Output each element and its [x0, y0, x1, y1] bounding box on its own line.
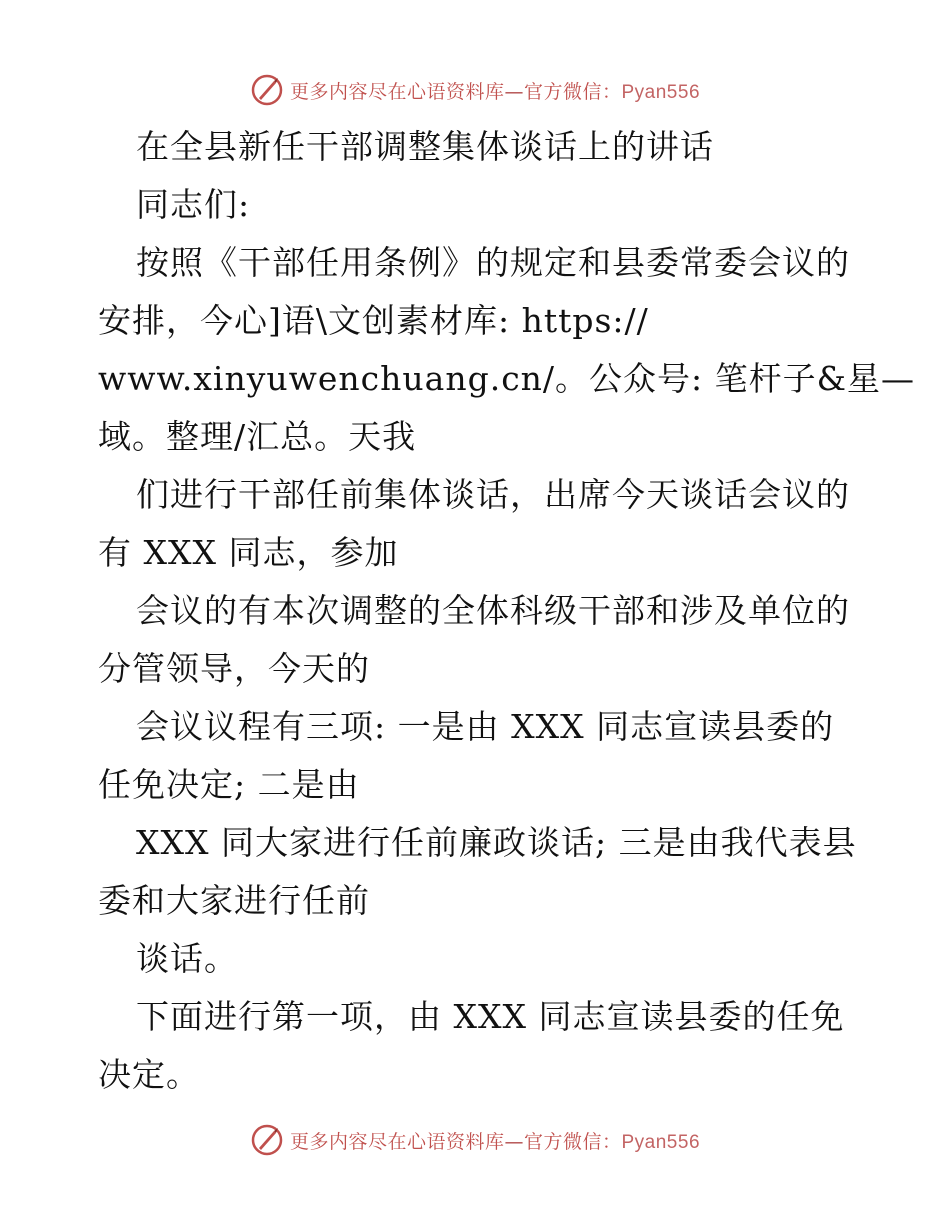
watermark-text — [290, 77, 700, 104]
paragraph-line: 域。整理/汇总。天我 — [98, 417, 417, 456]
wechat-handle: Pyan556 — [621, 1131, 701, 1153]
paragraph-line: 安排，今心]语\文创素材库: https:// — [98, 301, 649, 340]
watermark-slogan: 更多内容尽在心语资料库 — [289, 1130, 505, 1153]
header-watermark — [0, 70, 950, 110]
paragraph-line: 会议的有本次调整的全体科级干部和涉及单位的 — [136, 591, 850, 630]
paragraph-line: 任免决定; 二是由 — [98, 765, 360, 804]
paragraph-line: 决定。 — [98, 1055, 200, 1094]
paragraph-line: 谈话。 — [136, 939, 238, 978]
paragraph-line: 分管领导，今天的 — [98, 649, 370, 688]
paragraph-line: www.xinyuwenchuang.cn/。公众号: 笔杆子&星— — [98, 359, 916, 398]
watermark-separator: — — [504, 80, 524, 103]
paragraph-line: 们进行干部任前集体谈话，出席今天谈话会议的 — [136, 475, 850, 514]
paragraph-line: 按照《干部任用条例》的规定和县委常委会议的 — [136, 243, 850, 282]
paragraph-line: 有 XXX 同志，参加 — [98, 533, 399, 572]
quill-pen-logo-icon — [250, 1123, 284, 1157]
watermark-separator: — — [504, 1130, 524, 1153]
paragraph-line: 委和大家进行任前 — [98, 881, 370, 920]
watermark-slogan: 更多内容尽在心语资料库 — [289, 80, 505, 103]
wechat-label: 官方微信： — [523, 80, 622, 103]
document-body — [98, 118, 916, 1104]
paragraph-line: 下面进行第一项，由 XXX 同志宣读县委的任免 — [136, 997, 845, 1036]
wechat-label: 官方微信： — [523, 1130, 622, 1153]
salutation: 同志们: — [136, 185, 251, 224]
paragraph-line: XXX 同大家进行任前廉政谈话; 三是由我代表县 — [136, 823, 857, 862]
watermark-text — [290, 1127, 700, 1154]
paragraph-line: 会议议程有三项: 一是由 XXX 同志宣读县委的 — [136, 707, 835, 746]
document-title: 在全县新任干部调整集体谈话上的讲话 — [136, 127, 714, 166]
wechat-handle: Pyan556 — [621, 81, 701, 103]
quill-pen-logo-icon — [250, 73, 284, 107]
footer-watermark — [0, 1120, 950, 1160]
